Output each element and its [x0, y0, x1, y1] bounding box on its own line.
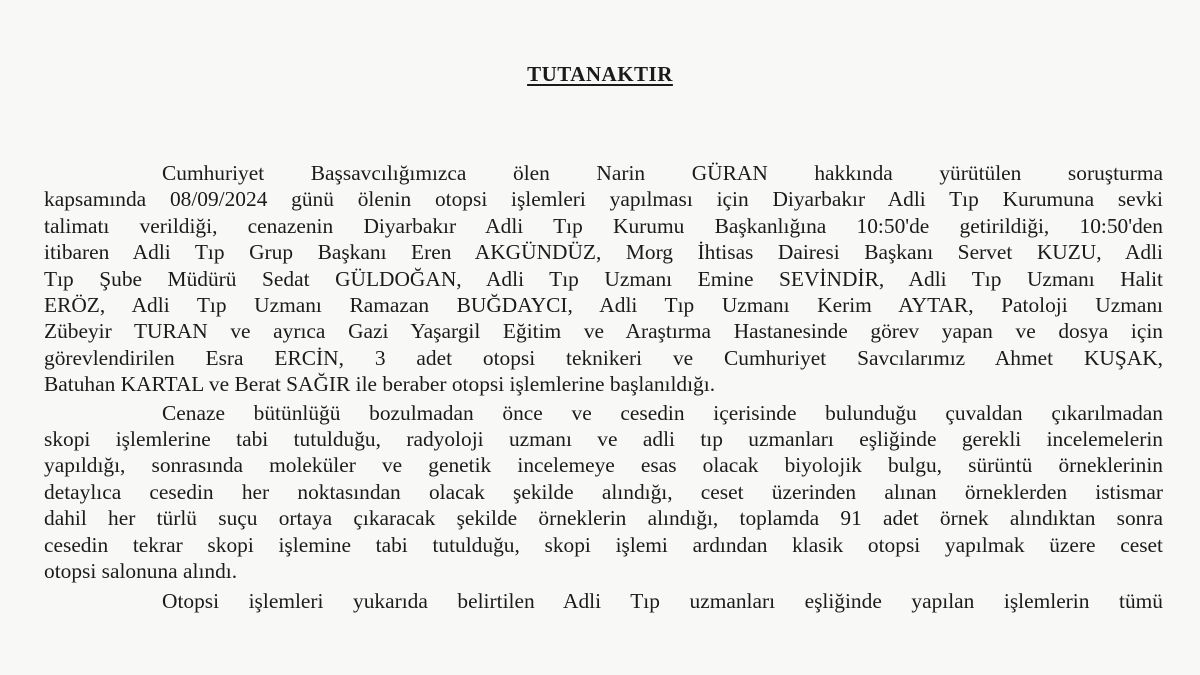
paragraph-line: detaylıca cesedin her noktasından olacak şekilde alındığı, ceset üzerinden alınan örneklerden istismar: [44, 479, 1163, 504]
paragraph-line: Cumhuriyet Başsavcılığımızca ölen Narin GÜRAN hakkında yürütülen soruşturma: [162, 161, 1163, 185]
document-body: [44, 160, 1163, 614]
paragraph-line: yapıldığı, sonrasında moleküler ve genetik incelemeye esas olacak biyolojik bulgu, sürüntü örneklerinin: [44, 453, 1163, 478]
paragraph-line: görevlendirilen Esra ERCİN, 3 adet otopsi teknikeri ve Cumhuriyet Savcılarımız Ahmet KUŞAK,: [44, 345, 1163, 370]
paragraph-line: talimatı verildiği, cenazenin Diyarbakır Adli Tıp Kurumu Başkanlığına 10:50'de getirildiği, 10:50'den: [44, 213, 1163, 238]
paragraph-2: [44, 400, 1163, 585]
paragraph-line: Zübeyir TURAN ve ayrıca Gazi Yaşargil Eğitim ve Araştırma Hastanesinde görev yapan ve dosya için: [44, 319, 1163, 344]
paragraph-3: [44, 588, 1163, 614]
paragraph-line: dahil her türlü suçu ortaya çıkaracak şekilde örneklerin alındığı, toplamda 91 adet örnek alındıktan sonra: [44, 506, 1163, 531]
paragraph-line: itibaren Adli Tıp Grup Başkanı Eren AKGÜNDÜZ, Morg İhtisas Dairesi Başkanı Servet KUZU, Adli: [44, 240, 1163, 265]
paragraph-line: Otopsi işlemleri yukarıda belirtilen Adli Tıp uzmanları eşliğinde yapılan işlemlerin tümü: [162, 588, 1163, 613]
document-title-text: TUTANAKTIR: [527, 62, 673, 86]
paragraph-line: cesedin tekrar skopi işlemine tabi tutulduğu, skopi işlemi ardından klasik otopsi yapılmak üzere ceset: [44, 532, 1163, 557]
paragraph-1: [44, 160, 1163, 398]
paragraph-line: Tıp Şube Müdürü Sedat GÜLDOĞAN, Adli Tıp Uzmanı Emine SEVİNDİR, Adli Tıp Uzmanı Halit: [44, 266, 1163, 291]
paragraph-line: ERÖZ, Adli Tıp Uzmanı Ramazan BUĞDAYCI, Adli Tıp Uzmanı Kerim AYTAR, Patoloji Uzmanı: [44, 293, 1163, 318]
document-title: [0, 62, 1200, 87]
paragraph-line: otopsi salonuna alındı.: [44, 559, 238, 584]
paragraph-line: skopi işlemlerine tabi tutulduğu, radyoloji uzmanı ve adli tıp uzmanları eşliğinde gerekli incelemelerin: [44, 427, 1163, 452]
paragraph-line: Cenaze bütünlüğü bozulmadan önce ve cesedin içerisinde bulunduğu çuvaldan çıkarılmadan: [162, 400, 1163, 425]
paragraph-line: Batuhan KARTAL ve Berat SAĞIR ile beraber otopsi işlemlerine başlanıldığı.: [44, 372, 716, 397]
paragraph-line: kapsamında 08/09/2024 günü ölenin otopsi işlemleri yapılması için Diyarbakır Adli Tıp Kurumuna sevki: [44, 187, 1163, 212]
